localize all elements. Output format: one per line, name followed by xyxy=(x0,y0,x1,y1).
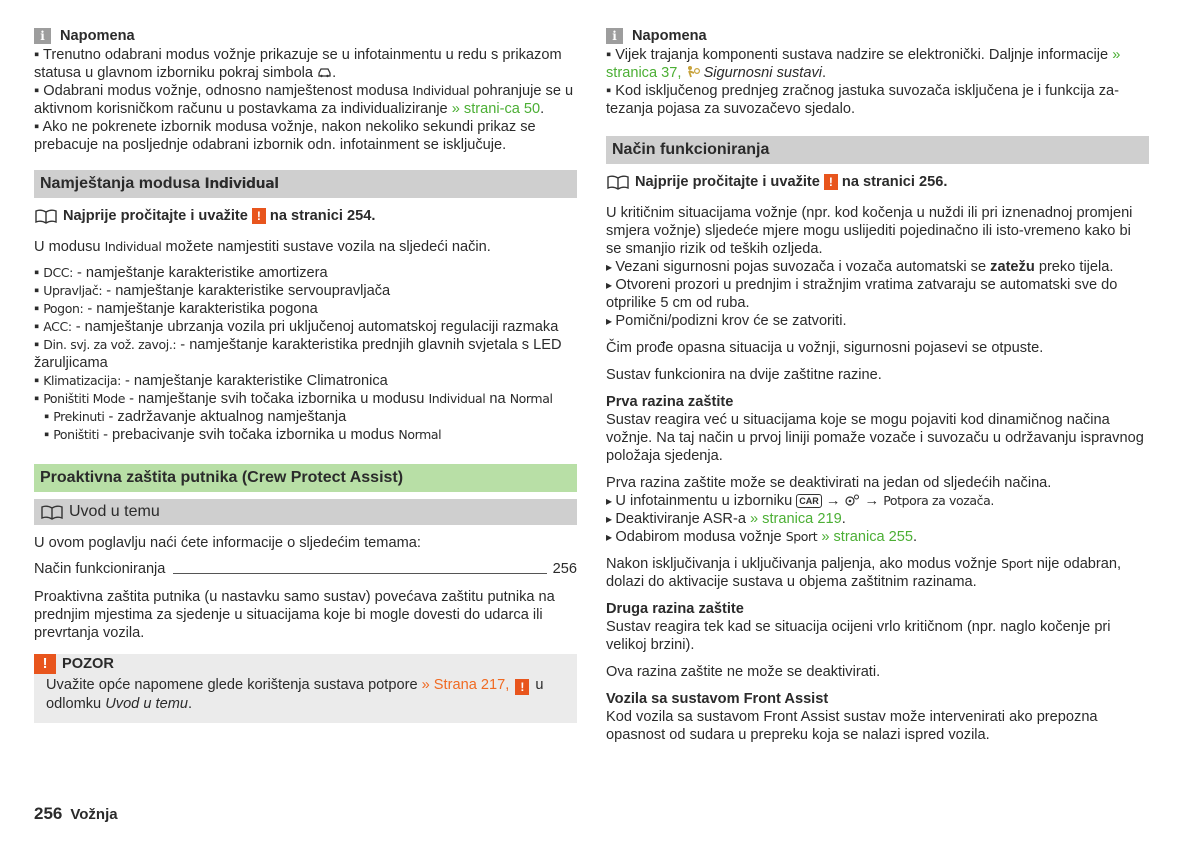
warning-box xyxy=(34,654,577,723)
paragraph: Sustav reagira tek kad se situacija ocijeni vrlo kritičnom (npr. naglo kočenje pri velikoj brzini). xyxy=(606,619,1111,653)
warning-icon: ! xyxy=(34,654,56,674)
subheading: Prva razina zaštite xyxy=(606,394,734,410)
list-item: ▸ Vezani sigurnosni pojas suvozača i vozača automatski se zatežu preko tijela. xyxy=(606,258,1149,276)
book-icon xyxy=(606,175,630,190)
note-title: Napomena xyxy=(60,28,135,44)
toc-entry[interactable]: Način funkcioniranja 256 xyxy=(34,561,577,577)
paragraph: Prva razina zaštite može se deaktivirati na jedan od sljedećih načina. xyxy=(606,475,1052,491)
page-link[interactable]: na stranici 256. xyxy=(841,174,948,190)
settings-icon xyxy=(844,494,860,507)
section-header-function: Način funkcioniranja xyxy=(606,136,1149,164)
subheading: Druga razina zaštite xyxy=(606,601,744,617)
list-item: ▸ Deaktiviranje ASR-a » stranica 219. xyxy=(606,510,1149,528)
list-item: ▪ Poništiti Mode - namještanje svih točaka izbornika u modusu Individual na Normal xyxy=(34,390,577,408)
info-icon: i xyxy=(606,28,623,44)
paragraph: Sustav funkcionira na dvije zaštitne razine. xyxy=(606,367,882,383)
paragraph: Čim prođe opasna situacija u vožnji, sigurnosni pojasevi se otpuste. xyxy=(606,340,1044,356)
note-title: Napomena xyxy=(632,28,707,44)
list-item: ▪ ACC: - namještanje ubrzanja vozila pri uključenoj automatskoj regulaciji razmaka xyxy=(34,318,577,336)
page-number: 256 xyxy=(34,804,63,823)
paragraph: Ova razina zaštite ne može se deaktivirati. xyxy=(606,664,881,680)
warning-icon: ! xyxy=(252,208,266,224)
subheading: Vozila sa sustavom Front Assist xyxy=(606,691,829,707)
list-item: ▸ Otvoreni prozori u prednjim i stražnjim vratima zatvaraju se automatski sve do otprilike 5 cm od ruba. xyxy=(606,276,1149,312)
list-item: ▪ Upravljač: - namještanje karakteristike servoupravljača xyxy=(34,282,577,300)
info-icon: i xyxy=(34,28,51,44)
chapter-name: Vožnja xyxy=(70,806,118,823)
paragraph: Proaktivna zaštita putnika (u nastavku samo sustav) povećava zaštitu putnika na prednjim mjestima za sjedenje u situacijama koje bi mogle dovesti do udarca ili prevrtanja vozila. xyxy=(34,589,555,641)
page-link[interactable]: » stranica 219 xyxy=(750,511,842,527)
paragraph: Kod vozila sa sustavom Front Assist sustav može intervenirati ako prepozna opasnost od sudara u prepreku koja se nalazi ispred vozila. xyxy=(606,709,1098,743)
paragraph: U modusu Individual možete namjestiti sustave vozila na sljedeći način. xyxy=(34,239,491,255)
list-item: ▪ Klimatizacija: - namještanje karakteristike Climatronica xyxy=(34,372,577,390)
note-item: ▪ Trenutno odabrani modus vožnje prikazuje se u infotainmentu u redu s prikazom statusa u glavnom izborniku pokraj simbola . xyxy=(34,46,577,82)
car-symbol-icon xyxy=(317,67,332,78)
book-icon xyxy=(40,505,64,520)
paragraph: Nakon isključivanja i uključivanja paljenja, ako modus vožnje Sport nije odabran, dolazi do aktivacije sustava u objema zaštitnim razinama. xyxy=(606,556,1122,590)
note-item: ▪ Vijek trajanja komponenti sustava nadzire se elektronički. Daljnje informacije » stranica 37, Sigurnosni sustavi. xyxy=(606,46,1149,82)
subsection-header-intro: Uvod u temu xyxy=(34,499,577,525)
book-icon xyxy=(34,209,58,224)
page-link[interactable]: na stranici 254. xyxy=(269,208,376,224)
car-button-icon: CAR xyxy=(796,494,822,508)
right-column xyxy=(606,27,1149,744)
warning-icon: ! xyxy=(515,679,529,695)
airbag-icon xyxy=(686,65,700,78)
note-item: ▪ Ako ne pokrenete izbornik modusa vožnje, nakon nekoliko sekundi prikaz se prebacuje na posljednje odabrani izbornik odn. infotainment se isključuje. xyxy=(34,118,577,154)
list-item: ▪ Din. svj. za vož. zavoj.: - namještanje karakteristika prednjih glavnih svjetala s LED žaruljicama xyxy=(34,336,577,372)
warning-header: ! POZOR xyxy=(34,654,577,674)
paragraph: U ovom poglavlju naći ćete informacije o sljedećim temama: xyxy=(34,535,421,551)
read-first-notice: Najprije pročitajte i uvažite ! na stranici 256. xyxy=(606,173,1149,191)
read-first-notice: Najprije pročitajte i uvažite ! na stranici 254. xyxy=(34,207,577,225)
page-link[interactable]: » stranica 37, xyxy=(606,47,1121,81)
list-item: ▸ Odabirom modusa vožnje Sport » stranica 255. xyxy=(606,528,1149,546)
left-column xyxy=(34,27,577,723)
warning-icon: ! xyxy=(824,174,838,190)
paragraph: Sustav reagira već u situacijama koje se mogu pojaviti kod dinamičnog načina vožnje. Na taj način u prvoj liniji pomaže vozače i suvozaču u održavanju ispravnog položaja sjedenja. xyxy=(606,412,1144,464)
note-item: ▪ Kod isključenog prednjeg zračnog jastuka suvozača isključena je i funkcija za-tezanja pojasa za suvozačevo sjedalo. xyxy=(606,82,1149,118)
page-link[interactable]: » Strana 217, xyxy=(421,677,510,693)
list-item: ▪ Pogon: - namještanje karakteristika pogona xyxy=(34,300,577,318)
note-item: ▪ Odabrani modus vožnje, odnosno namještenost modusa Individual pohranjuje se u aktivnom korisničkom računu u postavkama za individualiziranje » strani-ca 50. xyxy=(34,82,577,118)
page-link[interactable]: » strani-ca 50 xyxy=(451,101,541,117)
sub-list-item: ▪ Poništiti - prebacivanje svih točaka izbornika u modus Normal xyxy=(34,426,577,444)
list-item: ▸ U infotainmentu u izborniku CAR → → Potpora za vozača. xyxy=(606,492,1149,510)
paragraph: U kritičnim situacijama vožnje (npr. kod kočenja u nuždi ili pri iznenadnoj promjeni smjera vožnje) sljedeće mjere mogu uslijediti pojedinačno ili isto-vremeno kako bi se smanjio rizik od teških ozljeda. xyxy=(606,205,1133,257)
warning-text: Uvažite opće napomene glede korištenja sustava potpore » Strana 217, ! u odlomku Uvod u temu. xyxy=(46,677,544,712)
note-header xyxy=(606,27,1149,45)
note-header xyxy=(34,27,577,45)
list-item: ▸ Pomični/podizni krov će se zatvoriti. xyxy=(606,312,1149,330)
list-item: ▪ DCC: - namještanje karakteristike amortizera xyxy=(34,264,577,282)
section-header-crew-protect: Proaktivna zaštita putnika (Crew Protect Assist) xyxy=(34,464,577,492)
page-link[interactable]: » stranica 255 xyxy=(821,529,914,545)
page-footer xyxy=(34,805,118,824)
section-header-individual: Namještanja modusa Individual xyxy=(34,170,577,198)
sub-list-item: ▪ Prekinuti - zadržavanje aktualnog namještanja xyxy=(34,408,577,426)
